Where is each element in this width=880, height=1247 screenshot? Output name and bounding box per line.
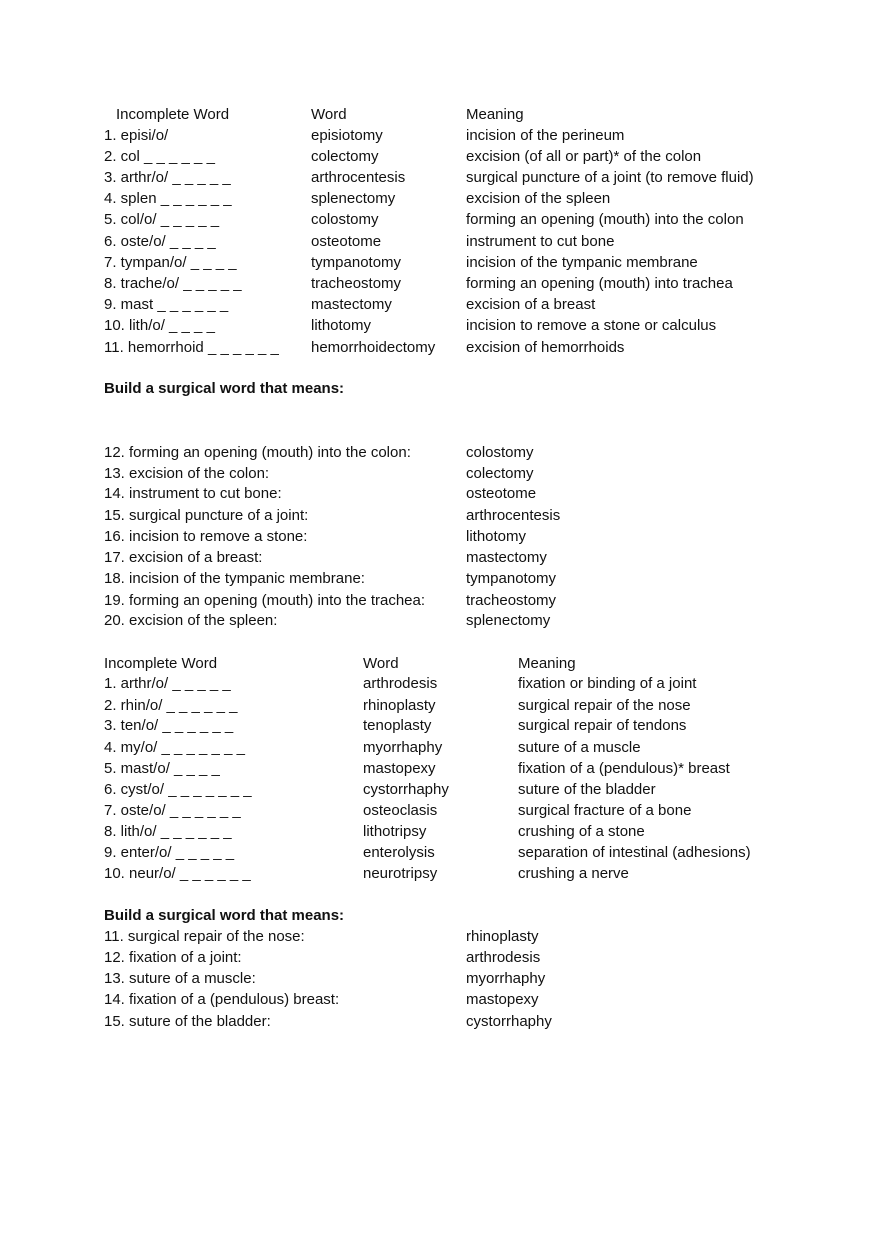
answer: lithotomy: [466, 528, 527, 545]
word: lithotomy: [311, 317, 372, 334]
incomplete-word: 4. my/o/ _ _ _ _ _ _ _: [104, 739, 245, 756]
prompt: 15. suture of the bladder:: [104, 1013, 271, 1030]
meaning: crushing of a stone: [518, 823, 645, 840]
list-item: [0, 590, 880, 611]
word: arthrocentesis: [311, 169, 406, 186]
table-row: [0, 758, 880, 779]
word: mastopexy: [363, 760, 436, 777]
incomplete-word: 3. arthr/o/ _ _ _ _ _: [104, 169, 231, 186]
answer: arthrocentesis: [466, 507, 561, 524]
incomplete-word: 4. splen _ _ _ _ _ _: [104, 190, 232, 207]
incomplete-word: 9. enter/o/ _ _ _ _ _: [104, 844, 235, 861]
table2-header-word: Word: [363, 655, 399, 672]
section-heading: Build a surgical word that means:: [104, 380, 345, 397]
list-item: [0, 442, 880, 463]
meaning: forming an opening (mouth) into the colon: [466, 211, 744, 228]
table-row: [0, 737, 880, 758]
answer: mastopexy: [466, 991, 539, 1008]
meaning: surgical repair of tendons: [518, 717, 687, 734]
incomplete-word: 3. ten/o/ _ _ _ _ _ _: [104, 717, 234, 734]
meaning: incision of the tympanic membrane: [466, 254, 698, 271]
prompt: 14. instrument to cut bone:: [104, 485, 282, 502]
word: hemorrhoidectomy: [311, 339, 436, 356]
meaning: excision of hemorrhoids: [466, 339, 625, 356]
meaning: surgical puncture of a joint (to remove fluid): [466, 169, 754, 186]
prompt: 18. incision of the tympanic membrane:: [104, 570, 365, 587]
prompt: 13. excision of the colon:: [104, 465, 270, 482]
meaning: excision of a breast: [466, 296, 596, 313]
list-item: [0, 1011, 880, 1032]
prompt: 14. fixation of a (pendulous) breast:: [104, 991, 340, 1008]
table-row: [0, 337, 880, 358]
meaning: excision of the spleen: [466, 190, 611, 207]
table-row: [0, 821, 880, 842]
table-row: [0, 231, 880, 252]
meaning: separation of intestinal (adhesions): [518, 844, 751, 861]
table-row: [0, 188, 880, 209]
table-row: [0, 209, 880, 230]
word: lithotripsy: [363, 823, 427, 840]
list-item: [0, 505, 880, 526]
table-row: [0, 800, 880, 821]
prompt: 19. forming an opening (mouth) into the trachea:: [104, 592, 426, 609]
word: myorrhaphy: [363, 739, 443, 756]
answer: arthrodesis: [466, 949, 541, 966]
table-row: [0, 842, 880, 863]
incomplete-word: 2. col _ _ _ _ _ _: [104, 148, 215, 165]
incomplete-word: 10. neur/o/ _ _ _ _ _ _: [104, 865, 251, 882]
incomplete-word: 1. arthr/o/ _ _ _ _ _: [104, 675, 231, 692]
table-row: [0, 167, 880, 188]
answer: colostomy: [466, 444, 534, 461]
meaning: incision of the perineum: [466, 127, 625, 144]
table-row: [0, 673, 880, 694]
incomplete-word: 1. episi/o/: [104, 127, 169, 144]
list-item: [0, 463, 880, 484]
word: rhinoplasty: [363, 697, 436, 714]
table1-header-incomplete: Incomplete Word: [116, 106, 230, 123]
answer: tracheostomy: [466, 592, 557, 609]
word: neurotripsy: [363, 865, 438, 882]
table2-header-row: [0, 653, 880, 674]
answer: cystorrhaphy: [466, 1013, 552, 1030]
incomplete-word: 7. oste/o/ _ _ _ _ _ _: [104, 802, 241, 819]
table-row: [0, 252, 880, 273]
meaning: incision to remove a stone or calculus: [466, 317, 717, 334]
prompt: 11. surgical repair of the nose:: [104, 928, 305, 945]
incomplete-word: 7. tympan/o/ _ _ _ _: [104, 254, 237, 271]
word: cystorrhaphy: [363, 781, 449, 798]
incomplete-word: 8. trache/o/ _ _ _ _ _: [104, 275, 242, 292]
word: mastectomy: [311, 296, 392, 313]
incomplete-word: 11. hemorrhoid _ _ _ _ _ _: [104, 339, 279, 356]
list-item: [0, 968, 880, 989]
table-row: [0, 294, 880, 315]
list-item: [0, 947, 880, 968]
table-row: [0, 315, 880, 336]
word: colostomy: [311, 211, 379, 228]
list-item: [0, 989, 880, 1010]
incomplete-word: 6. cyst/o/ _ _ _ _ _ _ _: [104, 781, 252, 798]
prompt: 12. fixation of a joint:: [104, 949, 242, 966]
prompt: 12. forming an opening (mouth) into the colon:: [104, 444, 411, 461]
prompt: 15. surgical puncture of a joint:: [104, 507, 309, 524]
table-row: [0, 779, 880, 800]
answer: mastectomy: [466, 549, 547, 566]
word: tracheostomy: [311, 275, 402, 292]
incomplete-word: 5. col/o/ _ _ _ _ _: [104, 211, 220, 228]
table-row: [0, 273, 880, 294]
answer: rhinoplasty: [466, 928, 539, 945]
meaning: suture of the bladder: [518, 781, 656, 798]
table-row: [0, 695, 880, 716]
prompt: 13. suture of a muscle:: [104, 970, 256, 987]
meaning: excision (of all or part)* of the colon: [466, 148, 702, 165]
incomplete-word: 2. rhin/o/ _ _ _ _ _ _: [104, 697, 238, 714]
table-row: [0, 715, 880, 736]
word: splenectomy: [311, 190, 396, 207]
prompt: 16. incision to remove a stone:: [104, 528, 308, 545]
table-row: [0, 863, 880, 884]
meaning: forming an opening (mouth) into trachea: [466, 275, 733, 292]
table2-header-meaning: Meaning: [518, 655, 576, 672]
meaning: fixation of a (pendulous)* breast: [518, 760, 730, 777]
table1-header-row: [0, 104, 880, 125]
list-item: [0, 926, 880, 947]
section-heading: Build a surgical word that means:: [104, 907, 345, 924]
meaning: surgical fracture of a bone: [518, 802, 692, 819]
incomplete-word: 10. lith/o/ _ _ _ _: [104, 317, 215, 334]
incomplete-word: 9. mast _ _ _ _ _ _: [104, 296, 229, 313]
word: osteoclasis: [363, 802, 438, 819]
word: tenoplasty: [363, 717, 432, 734]
prompt: 20. excision of the spleen:: [104, 612, 278, 629]
word: episiotomy: [311, 127, 383, 144]
word: arthrodesis: [363, 675, 438, 692]
table-row: [0, 146, 880, 167]
incomplete-word: 8. lith/o/ _ _ _ _ _ _: [104, 823, 232, 840]
meaning: suture of a muscle: [518, 739, 641, 756]
table1-header-word: Word: [311, 106, 347, 123]
table1-header-meaning: Meaning: [466, 106, 524, 123]
word: colectomy: [311, 148, 379, 165]
meaning: instrument to cut bone: [466, 233, 615, 250]
list-item: [0, 526, 880, 547]
meaning: fixation or binding of a joint: [518, 675, 697, 692]
answer: myorrhaphy: [466, 970, 546, 987]
answer: osteotome: [466, 485, 537, 502]
word: enterolysis: [363, 844, 435, 861]
incomplete-word: 6. oste/o/ _ _ _ _: [104, 233, 216, 250]
list-item: [0, 610, 880, 631]
word: tympanotomy: [311, 254, 402, 271]
word: osteotome: [311, 233, 382, 250]
prompt: 17. excision of a breast:: [104, 549, 263, 566]
answer: colectomy: [466, 465, 534, 482]
answer: tympanotomy: [466, 570, 557, 587]
answer: splenectomy: [466, 612, 551, 629]
meaning: surgical repair of the nose: [518, 697, 691, 714]
meaning: crushing a nerve: [518, 865, 629, 882]
table-row: [0, 125, 880, 146]
list-item: [0, 547, 880, 568]
list-item: [0, 568, 880, 589]
table2-header-incomplete: Incomplete Word: [104, 655, 218, 672]
list-item: [0, 483, 880, 504]
incomplete-word: 5. mast/o/ _ _ _ _: [104, 760, 220, 777]
